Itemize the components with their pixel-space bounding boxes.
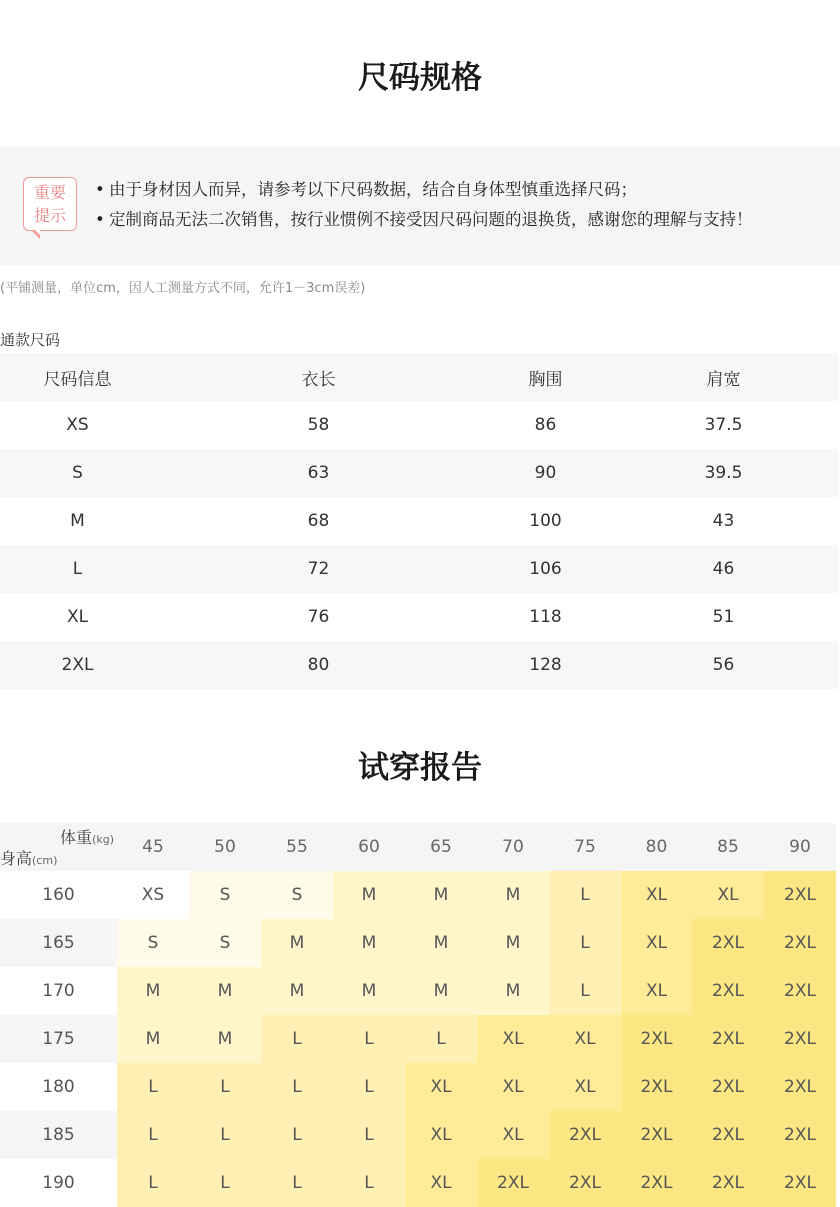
fit-size-cell: L xyxy=(117,1111,189,1159)
fit-size-cell: L xyxy=(261,1015,333,1063)
fit-size-cell: M xyxy=(405,871,477,919)
table-cell: M xyxy=(70,511,85,531)
table-cell: 56 xyxy=(609,641,838,689)
notice-item xyxy=(95,175,753,205)
fit-row xyxy=(0,1159,836,1207)
fit-size-cell: M xyxy=(477,967,549,1015)
fit-size-cell: XL xyxy=(549,1015,621,1063)
table-cell: 58 xyxy=(307,415,330,435)
fit-size-cell: L xyxy=(333,1063,405,1111)
table-cell: 43 xyxy=(712,511,735,531)
table-cell: XS xyxy=(66,415,89,435)
height-header-cell: 175 xyxy=(0,1015,117,1063)
fit-size-cell: L xyxy=(405,1015,477,1063)
fit-size-cell: 2XL xyxy=(692,1063,764,1111)
weight-header-cell: 60 xyxy=(333,823,405,871)
fit-size-cell: S xyxy=(261,871,333,919)
fit-size-cell: XL xyxy=(692,871,764,919)
table-cell: 2XL xyxy=(0,641,155,689)
fit-row xyxy=(0,1063,836,1111)
fit-size-cell: M xyxy=(333,967,405,1015)
table-cell: 72 xyxy=(155,545,482,593)
table-label: 通款尺码 xyxy=(0,331,61,349)
fit-size-cell: L xyxy=(117,1063,189,1111)
bullet-icon: • xyxy=(95,210,105,229)
table-row xyxy=(0,641,838,689)
fit-size-cell: 2XL xyxy=(692,919,764,967)
header-length: 衣长 xyxy=(155,353,482,401)
fit-size-cell: M xyxy=(261,967,333,1015)
fit-size-cell: L xyxy=(189,1159,261,1207)
fit-size-cell: M xyxy=(477,871,549,919)
table-cell: 63 xyxy=(155,449,482,497)
fit-size-cell: L xyxy=(117,1159,189,1207)
fit-report-table xyxy=(0,823,836,1207)
fit-size-cell: 2XL xyxy=(692,1111,764,1159)
header-size-info: 尺码信息 xyxy=(0,353,155,401)
fit-size-cell: S xyxy=(189,871,261,919)
fit-size-cell: L xyxy=(261,1159,333,1207)
table-row xyxy=(0,593,838,641)
size-spec-table xyxy=(0,353,838,689)
badge-line2: 提示 xyxy=(33,206,66,225)
fit-size-cell: 2XL xyxy=(764,1111,836,1159)
fit-size-cell: S xyxy=(117,919,189,967)
fit-size-cell: 2XL xyxy=(764,967,836,1015)
fit-size-cell: M xyxy=(333,871,405,919)
fit-size-cell: L xyxy=(189,1111,261,1159)
fit-row xyxy=(0,967,836,1015)
fit-size-cell: XS xyxy=(117,871,189,919)
table-cell: 80 xyxy=(155,641,482,689)
axis-corner-cell xyxy=(0,823,117,871)
fit-size-cell: M xyxy=(405,919,477,967)
weight-axis-label: 体重(kg) xyxy=(60,828,114,847)
notice-list xyxy=(95,175,753,235)
weight-header-cell: 65 xyxy=(405,823,477,871)
table-row xyxy=(0,545,838,593)
table-cell: 90 xyxy=(482,449,609,497)
header-chest: 胸围 xyxy=(482,353,609,401)
fit-size-cell: L xyxy=(333,1159,405,1207)
fit-size-cell: L xyxy=(549,871,621,919)
fit-size-cell: M xyxy=(117,967,189,1015)
weight-header-cell: 55 xyxy=(261,823,333,871)
height-header-cell: 165 xyxy=(0,919,117,967)
fit-size-cell: L xyxy=(261,1063,333,1111)
table-cell: 100 xyxy=(529,511,562,531)
fit-size-cell: L xyxy=(261,1111,333,1159)
height-header-cell: 190 xyxy=(42,1173,75,1193)
table-cell: 39.5 xyxy=(609,449,838,497)
fit-size-cell: 2XL xyxy=(764,1015,836,1063)
fit-row xyxy=(0,919,836,967)
fit-header-row xyxy=(0,823,836,871)
fit-size-cell: M xyxy=(117,1015,189,1063)
fit-size-cell: XL xyxy=(477,1063,549,1111)
fit-size-cell: XL xyxy=(477,1111,549,1159)
fit-size-cell: XL xyxy=(549,1063,621,1111)
table-cell: XL xyxy=(66,607,89,627)
fit-size-cell: 2XL xyxy=(549,1111,621,1159)
fit-size-cell: 2XL xyxy=(764,1063,836,1111)
table-cell: 106 xyxy=(482,545,609,593)
fit-size-cell: 2XL xyxy=(692,1015,764,1063)
speech-bubble-tail-icon xyxy=(31,230,40,239)
weight-header-cell: 85 xyxy=(692,823,764,871)
fit-size-cell: 2XL xyxy=(764,919,836,967)
height-header-cell: 185 xyxy=(0,1111,117,1159)
height-header-cell: 160 xyxy=(42,885,75,905)
measure-note: (平铺测量，单位cm，因人工测量方式不同，允许1－3cm误差) xyxy=(0,281,366,296)
fit-size-cell: XL xyxy=(621,871,692,919)
fit-size-cell: 2XL xyxy=(621,1015,692,1063)
header-shoulder: 肩宽 xyxy=(609,353,838,401)
weight-header-cell: 45 xyxy=(117,823,189,871)
fit-size-cell: XL xyxy=(621,919,692,967)
fit-size-cell: 2XL xyxy=(549,1159,621,1207)
fit-size-cell: XL xyxy=(621,967,692,1015)
fit-report-title: 试穿报告 xyxy=(358,750,482,786)
table-cell: S xyxy=(0,449,155,497)
table-cell: 118 xyxy=(529,607,562,627)
weight-header-cell: 90 xyxy=(764,823,836,871)
fit-row xyxy=(0,1111,836,1159)
table-cell: L xyxy=(0,545,155,593)
fit-size-cell: 2XL xyxy=(477,1159,549,1207)
fit-size-cell: 2XL xyxy=(621,1159,692,1207)
table-cell: 68 xyxy=(307,511,330,531)
table-cell: 128 xyxy=(482,641,609,689)
fit-size-cell: 2XL xyxy=(764,1159,836,1207)
fit-size-cell: L xyxy=(549,919,621,967)
table-header-row xyxy=(0,353,838,401)
weight-header-cell: 80 xyxy=(621,823,692,871)
fit-size-cell: XL xyxy=(405,1111,477,1159)
fit-size-cell: L xyxy=(549,967,621,1015)
bullet-icon: • xyxy=(95,180,105,199)
table-cell: 76 xyxy=(307,607,330,627)
fit-size-cell: XL xyxy=(405,1063,477,1111)
fit-size-cell: M xyxy=(333,919,405,967)
fit-size-cell: XL xyxy=(477,1015,549,1063)
table-cell: 51 xyxy=(712,607,735,627)
fit-size-cell: M xyxy=(405,967,477,1015)
fit-size-cell: 2XL xyxy=(621,1111,692,1159)
fit-row xyxy=(0,1015,836,1063)
fit-size-cell: M xyxy=(189,1015,261,1063)
fit-size-cell: XL xyxy=(405,1159,477,1207)
weight-header-cell: 70 xyxy=(477,823,549,871)
table-cell: 86 xyxy=(534,415,557,435)
fit-size-cell: 2XL xyxy=(692,1159,764,1207)
height-axis-label: 身高(cm) xyxy=(0,849,58,868)
table-cell: 46 xyxy=(609,545,838,593)
important-tip-badge xyxy=(23,177,77,231)
important-notice-panel xyxy=(0,147,840,265)
fit-size-cell: 2XL xyxy=(621,1063,692,1111)
size-spec-title: 尺码规格 xyxy=(358,60,482,96)
notice-text: 由于身材因人而异，请参考以下尺码数据，结合自身体型慎重选择尺码； xyxy=(109,180,637,199)
badge-line1: 重要 xyxy=(33,183,66,202)
fit-size-cell: L xyxy=(333,1111,405,1159)
weight-header-cell: 50 xyxy=(189,823,261,871)
notice-item xyxy=(95,205,753,235)
fit-size-cell: L xyxy=(333,1015,405,1063)
notice-text: 定制商品无法二次销售，按行业惯例不接受因尺码问题的退换货，感谢您的理解与支持！ xyxy=(109,210,753,229)
table-row xyxy=(0,401,838,449)
table-row xyxy=(0,449,838,497)
height-header-cell: 180 xyxy=(42,1077,75,1097)
table-cell: 37.5 xyxy=(704,415,743,435)
fit-size-cell: S xyxy=(189,919,261,967)
fit-row xyxy=(0,871,836,919)
height-header-cell: 170 xyxy=(42,981,75,1001)
table-row xyxy=(0,497,838,545)
fit-size-cell: L xyxy=(189,1063,261,1111)
fit-size-cell: M xyxy=(261,919,333,967)
fit-size-cell: 2XL xyxy=(692,967,764,1015)
fit-size-cell: M xyxy=(189,967,261,1015)
weight-header-cell: 75 xyxy=(549,823,621,871)
fit-size-cell: 2XL xyxy=(764,871,836,919)
fit-size-cell: M xyxy=(477,919,549,967)
